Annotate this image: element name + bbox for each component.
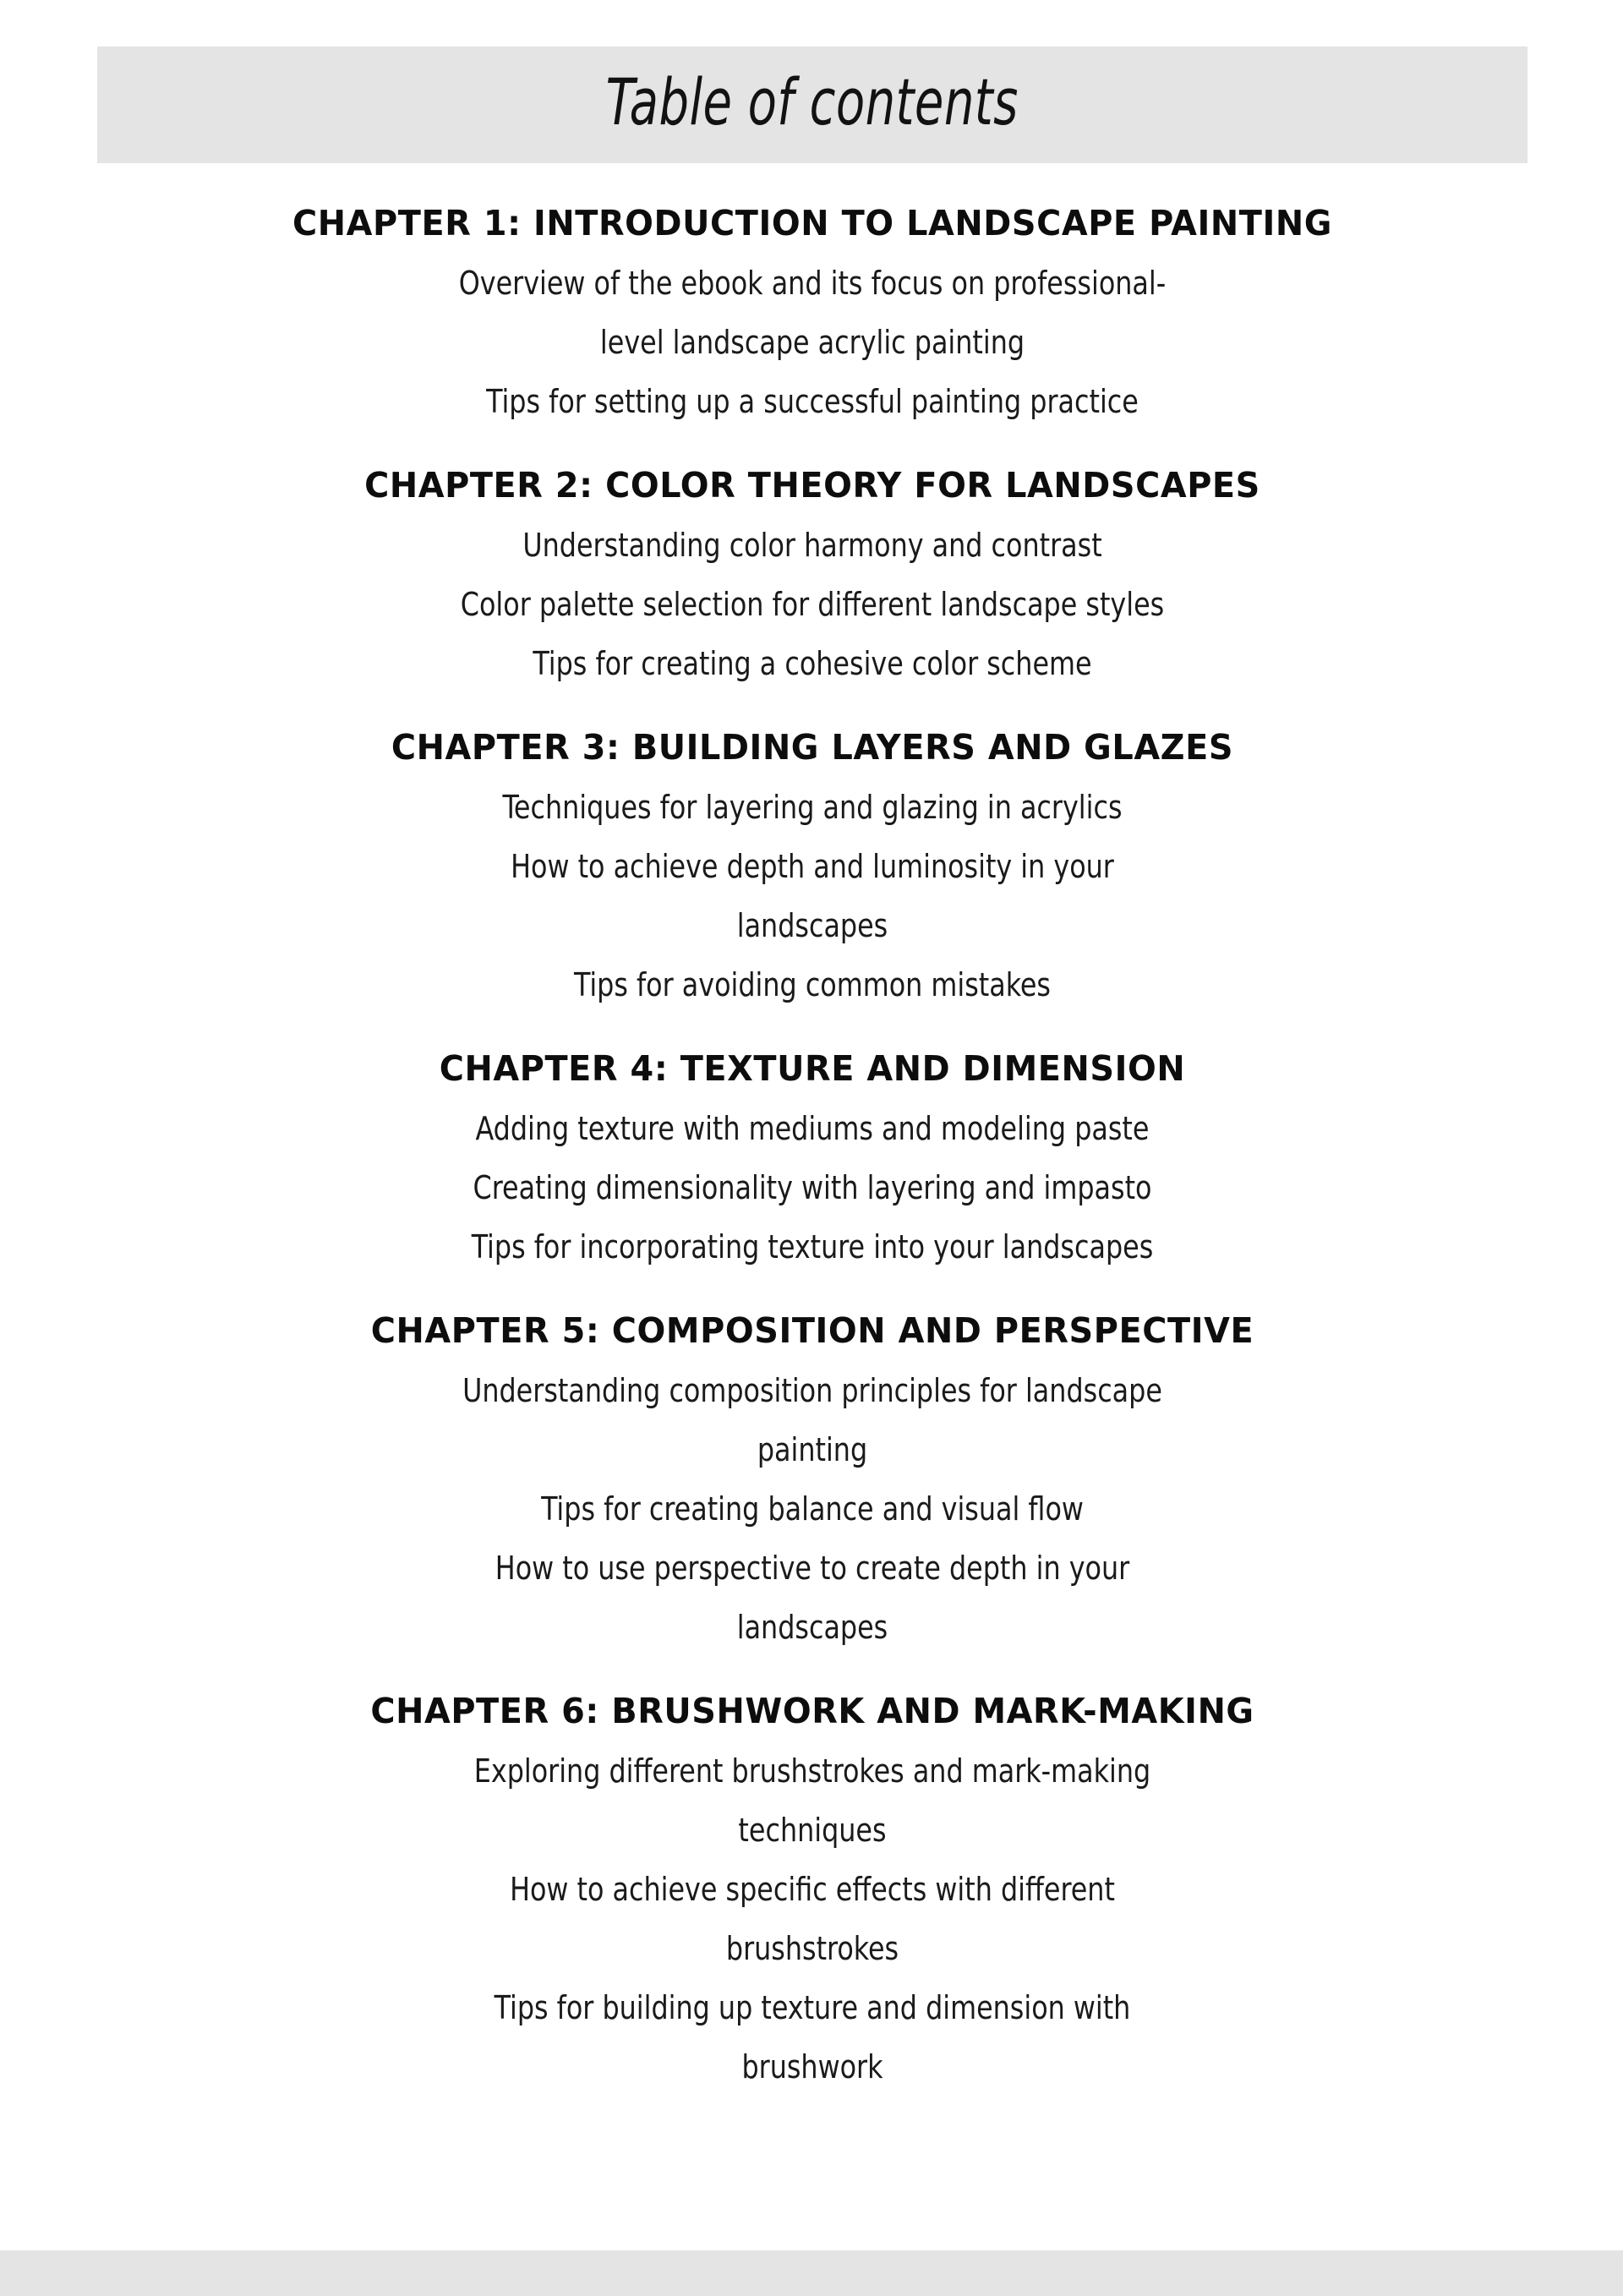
chapter-line: Tips for creating balance and visual flow: [541, 1490, 1084, 1528]
table-of-contents: [97, 193, 1527, 2096]
page-title: Table of contents: [605, 64, 1019, 139]
chapter-line: Creating dimensionality with layering and impasto: [473, 1169, 1152, 1206]
chapter-line: level landscape acrylic painting: [599, 324, 1025, 361]
chapter-line: Exploring different brushstrokes and mark-making: [473, 1752, 1151, 1790]
chapter-line: Adding texture with mediums and modeling paste: [475, 1110, 1150, 1147]
chapter-section: [97, 717, 1527, 1014]
chapter-line: techniques: [738, 1812, 887, 1849]
chapter-line: Color palette selection for different landscape styles: [460, 586, 1165, 623]
chapter-section: [97, 455, 1527, 693]
chapter-section: [97, 1038, 1527, 1276]
chapter-section: [97, 193, 1527, 431]
chapter-line-list: [97, 1361, 1527, 1657]
chapter-heading[interactable]: CHAPTER 3: BUILDING LAYERS AND GLAZES: [391, 727, 1234, 768]
chapter-line-list: [97, 1741, 1527, 2096]
chapter-line: Techniques for layering and glazing in acrylics: [502, 789, 1123, 826]
chapter-heading[interactable]: CHAPTER 6: BRUSHWORK AND MARK-MAKING: [370, 1691, 1254, 1731]
chapter-section: [97, 1300, 1527, 1657]
chapter-heading[interactable]: CHAPTER 2: COLOR THEORY FOR LANDSCAPES: [364, 465, 1260, 506]
chapter-line: How to achieve depth and luminosity in your: [511, 848, 1114, 885]
chapter-line: Understanding composition principles for landscape: [462, 1372, 1162, 1409]
chapter-line: brushstrokes: [725, 1930, 899, 1967]
chapter-line: Overview of the ebook and its focus on professional-: [458, 265, 1167, 302]
chapter-heading[interactable]: CHAPTER 4: TEXTURE AND DIMENSION: [439, 1048, 1186, 1089]
chapter-line-list: [97, 778, 1527, 1014]
chapter-line: Tips for building up texture and dimension with: [494, 1989, 1131, 2026]
chapter-line: Tips for incorporating texture into your landscapes: [471, 1228, 1154, 1266]
chapter-line: landscapes: [736, 907, 888, 944]
chapter-heading[interactable]: CHAPTER 1: INTRODUCTION TO LANDSCAPE PAINTING: [292, 203, 1332, 243]
chapter-line-list: [97, 516, 1527, 693]
header-banner: [97, 46, 1527, 163]
chapter-line: Tips for creating a cohesive color scheme: [533, 645, 1092, 682]
chapter-line: Tips for setting up a successful painting practice: [486, 383, 1139, 420]
chapter-line: How to achieve specific effects with different: [510, 1871, 1115, 1908]
chapter-line: brushwork: [741, 2048, 883, 2086]
chapter-section: [97, 1681, 1527, 2096]
chapter-line: Understanding color harmony and contrast: [522, 527, 1102, 564]
chapter-line: landscapes: [736, 1609, 888, 1646]
footer-bar: [0, 2250, 1623, 2296]
chapter-line: Tips for avoiding common mistakes: [573, 966, 1052, 1003]
chapter-line: How to use perspective to create depth in your: [495, 1550, 1130, 1587]
chapter-line: painting: [757, 1431, 868, 1468]
chapter-line-list: [97, 254, 1527, 431]
chapter-line-list: [97, 1099, 1527, 1276]
chapter-heading[interactable]: CHAPTER 5: COMPOSITION AND PERSPECTIVE: [370, 1310, 1254, 1351]
